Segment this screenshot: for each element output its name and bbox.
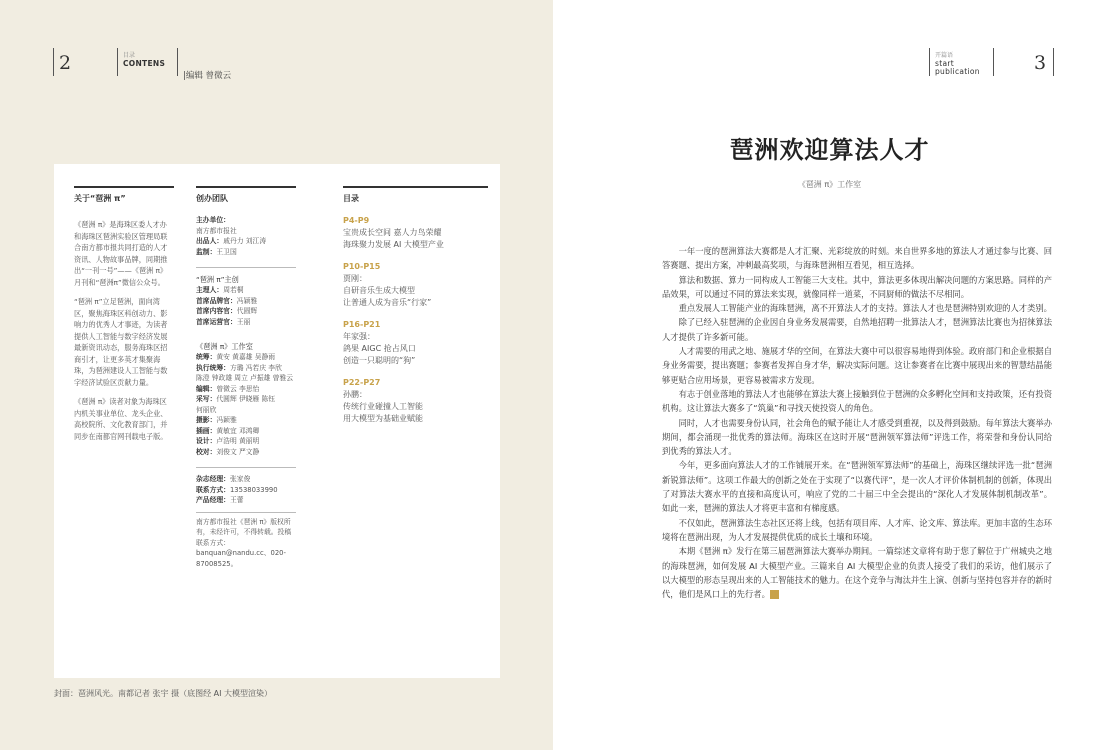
divider	[196, 512, 296, 513]
copyright-notice: 南方都市报社《琶洲 π》版权所有，未经许可，不得转载。投稿联系方式：banquan@nandu.cc、020-87008525。	[196, 517, 292, 568]
toc-line: 鸽果 AIGC 抢占风口	[343, 344, 416, 353]
team-heading: 创办团队	[196, 186, 296, 205]
toc-column	[343, 186, 488, 425]
team-row: 插画：黄敏宜 邓鸿卿	[196, 426, 260, 435]
header-label-line2: publication	[935, 67, 980, 76]
team-section-title: 《琶洲 π》工作室	[196, 342, 253, 351]
toc-heading: 目录	[343, 186, 488, 205]
article-paragraph: 不仅如此，琶洲算法生态社区还将上线，包括有项目库、人才库、论文库、算法库。更加丰富的生态环境将在琶洲出现，为人才发展提供优质的成长土壤和环境。	[662, 517, 1052, 542]
article-title: 琶洲欢迎算法人才	[729, 136, 930, 164]
article-paragraph: 一年一度的琶洲算法大赛都是人才汇聚、光彩绽放的时刻。来自世界多地的算法人才通过参与比赛、回答赛题、提出方案，冲刺最高奖项，与海珠琶洲相互看见，相互选择。	[662, 246, 1052, 271]
toc-line: 传统行业碰撞人工智能	[343, 402, 423, 411]
team-row: 何丽欣	[196, 405, 217, 414]
article-paragraph: 有志于创业落地的算法人才也能够在算法大赛上接触到位于琶洲的众多孵化空间和支持政策，还有投资机构。这让算法大赛多了“筑巢”和寻找天使投资人的角色。	[662, 388, 1052, 414]
article-paragraph-text: 本期《琶洲 π》发行在第三届琶洲算法大赛举办期间。一篇综述文章将有助于您了解位于广州城央之地的海珠琶洲，如何发展 AI 大模型产业。三篇来自 AI 大模型企业的负责人接受了我们的采访，他们展示了以大模型的形态呈现出来的人工智能技术的魅力。在这个竞争与淘汰并生上演、创新与坚持包容并存的新时代，他们是风口上的先行者。	[662, 546, 1052, 600]
colophon-card	[54, 164, 500, 678]
divider	[196, 467, 296, 468]
team-row: 首席品牌官：冯颖雅	[196, 296, 258, 305]
toc-item[interactable]	[343, 319, 488, 367]
team-row: 联系方式：13538033990	[196, 485, 278, 494]
team-row: 首席运营官：王丽	[196, 317, 251, 326]
toc-page-range: P4-P9	[343, 216, 370, 225]
team-row: 监制：王卫国	[196, 247, 237, 256]
header-small-label: 开篇语	[935, 52, 954, 59]
article-paragraph: 今年，更多面向算法人才的工作铺展开来。在“琶洲领军算法师”的基础上，海珠区继续评选一批“琶洲新锐算法师”。这项工作最大的创新之处在于实现了“以赛代评”，是一次人才评价体制机制的创新，体现出了对算法大赛水平的直接和高度认可，响应了党的二十届三中全会提出的“深化人才发展体制机制改革”。如此一来，琶洲的算法人才将更丰富和有梯度感。	[662, 460, 1052, 514]
editor-rule	[177, 48, 178, 76]
about-paragraph: 《琶洲 π》读者对象为海珠区内机关事业单位、龙头企业、高校院所、文化教育部门，并同步在南都官网刊载电子版。	[74, 397, 168, 441]
team-section-creators	[196, 274, 296, 327]
team-row: 采写：代圆辉 伊晓雁 陈钰	[196, 395, 276, 403]
team-section-hosts	[196, 215, 296, 257]
team-row: 摄影：冯颖雅	[196, 416, 237, 424]
article-paragraph: 重点发展人工智能产业的海珠琶洲，离不开算法人才的支持。算法人才也是琶洲特别欢迎的人才类别。	[678, 303, 1052, 314]
about-column	[74, 186, 174, 450]
page-number-rule	[1053, 48, 1054, 76]
team-section-contact	[196, 474, 296, 506]
about-paragraph: “琶洲 π”立足琶洲，面向湾区，聚焦海珠区科创动力、影响力的优秀人才事迹，为读者提供人工智能与数字经济发展最新资讯动态，服务海珠区招商引才，让更多英才集聚海珠，为琶洲建设人工智能与数字经济试验区贡献力量。	[74, 297, 168, 387]
team-row: 执行统筹：方璐 冯若庆 李欣	[196, 363, 282, 372]
toc-item[interactable]	[343, 261, 488, 309]
team-row: 统筹：黄安 黄嘉雄 吴静雨	[196, 353, 276, 361]
toc-item[interactable]	[343, 377, 488, 425]
page-number: 3	[1034, 52, 1047, 74]
toc-item[interactable]	[343, 215, 488, 251]
team-row: 首席内容官：代圆辉	[196, 307, 258, 315]
team-row: 编辑：曾微云 李思怡	[196, 384, 260, 393]
article-byline: 《琶洲 π》工作室	[797, 180, 862, 189]
toc-line: 年家强：	[343, 332, 375, 341]
header-label-line1: start	[935, 59, 954, 68]
toc-line: 宝贵成长空间 嘉人力鸟荣耀	[343, 228, 442, 237]
team-row: 主理人：周若桐	[196, 286, 244, 294]
toc-line: 海珠聚力发展 AI 大模型产业	[343, 240, 444, 249]
team-row: 主办单位：	[196, 216, 230, 224]
cover-caption: 封面：琶洲风光。南都记者 张宇 摄（底图经 AI 大模型渲染）	[54, 689, 273, 698]
page-number: 2	[59, 52, 72, 74]
article-paragraph: 算法和数据、算力一同构成人工智能三大支柱。其中，算法更多体现出解决问题的方案思路。同样的产品效果，可以通过不同的算法来实现，就像同样一道菜，不同厨师的做法不尽相同。	[662, 274, 1052, 299]
section-label: CONTENS	[123, 59, 166, 68]
end-mark-icon: π	[770, 590, 779, 599]
divider	[196, 267, 296, 268]
section-small-label: 目录	[123, 52, 136, 59]
team-row: 陈澄 钟政雄 周立 卢振雄 曾雅云	[196, 374, 294, 382]
article-paragraph: 人才需要的用武之地、施展才华的空间，在算法大赛中可以很容易地得到体验。政府部门和企业根据自身业务需要，提出赛题；参赛者发挥自身才华，解决实际问题。这让参赛者在比赛中展现出来的智慧结晶能够更贴合应用场景，更容易被需求方发现。	[662, 346, 1052, 385]
toc-line: 用大模型为基础业赋能	[343, 414, 423, 423]
toc-page-range: P16-P21	[343, 320, 381, 329]
page-number-rule	[53, 48, 54, 76]
header-rule	[929, 48, 930, 76]
editor-credit: |编辑 曾微云	[183, 71, 232, 81]
about-heading: 关于“琶洲 π”	[74, 186, 174, 205]
toc-line: 孙鹏：	[343, 390, 367, 399]
toc-line: 让普通人成为音乐“行家”	[343, 298, 432, 307]
toc-line: 创造一只聪明的“狗”	[343, 356, 416, 365]
article-paragraph: 除了已经入驻琶洲的企业因自身业务发展需要，自然地招聘一批算法人才，琶洲算法比赛也为招徕算法人才提供了许多新可能。	[662, 317, 1052, 342]
team-row: 南方都市报社	[196, 226, 237, 235]
team-row: 杂志经理：张家俊	[196, 475, 251, 483]
article-paragraph: 同时，人才也需要身份认同，社会角色的赋予能让人才感受到重视，以及得到鼓励。每年算法大赛举办期间，都会涌现一批优秀的算法师。海珠区在这时开展“琶洲领军算法师”评选工作，将荣誉和身份认同给到优秀的算法人才。	[662, 417, 1052, 457]
toc-line: 贾刚：	[343, 274, 367, 283]
team-row: 设计：卢浩明 黄丽明	[196, 437, 260, 445]
right-page	[553, 0, 1106, 750]
about-paragraph: 《琶洲 π》是海珠区委人才办和海珠区琶洲实验区管理局联合南方都市报共同打造的人才资讯、人物故事品牌，同期推出“一刊一号”——《琶洲 π》月刊和“琶洲π”微信公众号。	[74, 220, 168, 287]
team-section-title: “琶洲 π”主创	[196, 275, 239, 284]
article-paragraph-last	[662, 544, 1052, 601]
team-section-studio	[196, 341, 296, 457]
team-column	[196, 186, 296, 569]
toc-page-range: P10-P15	[343, 262, 381, 271]
team-row: 出品人：戚丹力 刘江涛	[196, 237, 267, 245]
section-rule	[117, 48, 118, 76]
team-row: 校对：刘俊文 严文静	[196, 447, 260, 456]
header-rule	[993, 48, 994, 76]
toc-page-range: P22-P27	[343, 378, 381, 387]
team-row: 产品经理：王蕾	[196, 496, 244, 504]
article-body	[662, 244, 1052, 601]
toc-line: 自研音乐生成大模型	[343, 286, 415, 295]
